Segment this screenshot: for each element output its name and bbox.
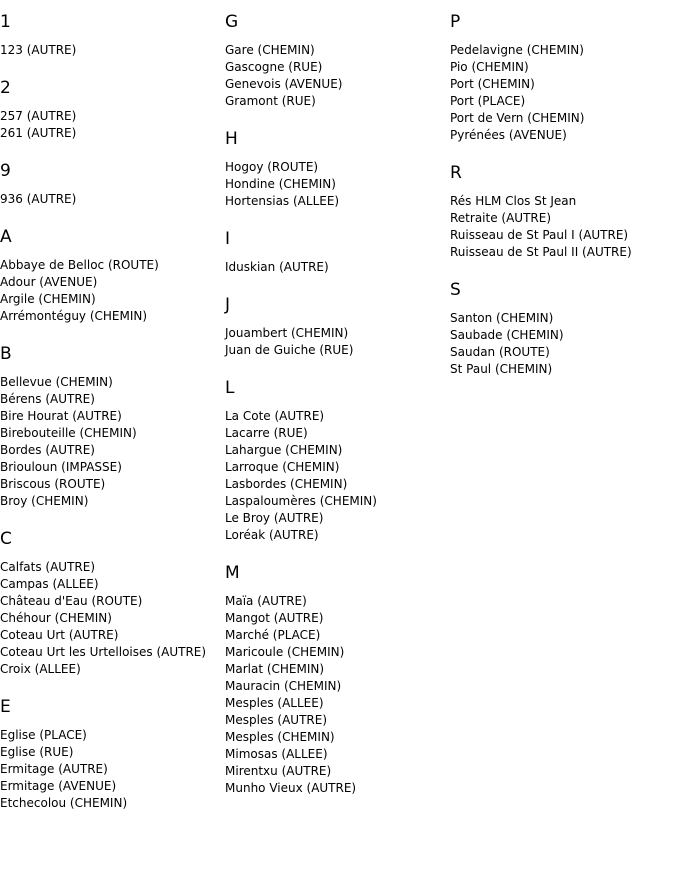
- letter-heading: M: [225, 563, 240, 583]
- letter-group: [225, 129, 447, 210]
- street-entry: Marché (PLACE): [225, 628, 321, 642]
- street-list: [0, 42, 222, 59]
- street-entry: Lacarre (RUE): [225, 426, 308, 440]
- street-entry: Ruisseau de St Paul II (AUTRE): [450, 245, 632, 259]
- street-entry: Loréak (AUTRE): [225, 528, 319, 542]
- street-entry: Hondine (CHEMIN): [225, 177, 336, 191]
- letter-group: [450, 163, 672, 261]
- street-list: [225, 593, 447, 797]
- street-entry: Calfats (AUTRE): [0, 560, 96, 574]
- street-entry: Etchecolou (CHEMIN): [0, 796, 128, 810]
- street-entry: Juan de Guiche (RUE): [225, 343, 354, 357]
- street-entry: 261 (AUTRE): [0, 126, 77, 140]
- letter-group: [0, 12, 222, 59]
- street-entry: La Cote (AUTRE): [225, 409, 325, 423]
- street-entry: Bellevue (CHEMIN): [0, 375, 113, 389]
- street-entry: Coteau Urt (AUTRE): [0, 628, 119, 642]
- letter-heading: H: [225, 129, 238, 149]
- street-entry: Ermitage (AVENUE): [0, 779, 117, 793]
- street-entry: Gramont (RUE): [225, 94, 316, 108]
- street-entry: Chéhour (CHEMIN): [0, 611, 112, 625]
- street-entry: Ruisseau de St Paul I (AUTRE): [450, 228, 629, 242]
- street-entry: Coteau Urt les Urtelloises (AUTRE): [0, 645, 207, 659]
- street-entry: Retraite (AUTRE): [450, 211, 552, 225]
- street-list: [450, 193, 672, 261]
- street-entry: Port de Vern (CHEMIN): [450, 111, 585, 125]
- street-entry: Adour (AVENUE): [0, 275, 98, 289]
- street-list: [0, 108, 222, 142]
- street-entry: Le Broy (AUTRE): [225, 511, 324, 525]
- letter-heading: E: [0, 697, 11, 717]
- street-entry: Port (CHEMIN): [450, 77, 535, 91]
- street-entry: Marlat (CHEMIN): [225, 662, 325, 676]
- street-entry: Croix (ALLEE): [0, 662, 81, 676]
- street-entry: Mesples (AUTRE): [225, 713, 327, 727]
- street-entry: Port (PLACE): [450, 94, 526, 108]
- street-entry: Jouambert (CHEMIN): [225, 326, 349, 340]
- letter-heading: A: [0, 227, 12, 247]
- street-list: [225, 325, 447, 359]
- letter-heading: I: [225, 229, 231, 249]
- street-entry: Pyrénées (AVENUE): [450, 128, 567, 142]
- street-entry: Arrémontéguy (CHEMIN): [0, 309, 148, 323]
- index-column-2: [225, 0, 447, 797]
- letter-heading: S: [450, 280, 461, 300]
- street-entry: Maïa (AUTRE): [225, 594, 307, 608]
- letter-group: [0, 78, 222, 142]
- letter-heading: R: [450, 163, 462, 183]
- street-entry: Briscous (ROUTE): [0, 477, 106, 491]
- letter-group: [225, 295, 447, 359]
- street-entry: Munho Vieux (AUTRE): [225, 781, 357, 795]
- letter-heading: 2: [0, 78, 11, 98]
- street-entry: Mimosas (ALLEE): [225, 747, 328, 761]
- letter-heading: 1: [0, 12, 11, 32]
- letter-heading: J: [225, 295, 231, 315]
- index-column-3: [450, 0, 672, 378]
- street-entry: Pedelavigne (CHEMIN): [450, 43, 584, 57]
- street-entry: Santon (CHEMIN): [450, 311, 554, 325]
- letter-group: [225, 563, 447, 797]
- letter-group: [225, 229, 447, 276]
- street-list: [0, 257, 222, 325]
- street-list: [450, 310, 672, 378]
- letter-heading: P: [450, 12, 461, 32]
- letter-group: [450, 280, 672, 378]
- street-entry: Abbaye de Belloc (ROUTE): [0, 258, 159, 272]
- street-entry: Hortensias (ALLEE): [225, 194, 340, 208]
- street-list: [0, 559, 222, 678]
- street-entry: Larroque (CHEMIN): [225, 460, 340, 474]
- street-entry: Broy (CHEMIN): [0, 494, 89, 508]
- street-entry: Bordes (AUTRE): [0, 443, 95, 457]
- street-list: [225, 408, 447, 544]
- street-entry: Gare (CHEMIN): [225, 43, 315, 57]
- street-entry: Saudan (ROUTE): [450, 345, 550, 359]
- street-list: [0, 191, 222, 208]
- street-entry: Pio (CHEMIN): [450, 60, 529, 74]
- street-entry: Eglise (PLACE): [0, 728, 87, 742]
- street-entry: Birebouteille (CHEMIN): [0, 426, 137, 440]
- street-entry: Mauracin (CHEMIN): [225, 679, 342, 693]
- street-entry: Gascogne (RUE): [225, 60, 323, 74]
- street-entry: 936 (AUTRE): [0, 192, 77, 206]
- street-entry: Ermitage (AUTRE): [0, 762, 108, 776]
- letter-group: [0, 161, 222, 208]
- letter-group: [225, 378, 447, 544]
- letter-heading: 9: [0, 161, 11, 181]
- street-list: [225, 42, 447, 110]
- letter-group: [0, 227, 222, 325]
- letter-group: [0, 344, 222, 510]
- street-entry: Bérens (AUTRE): [0, 392, 95, 406]
- street-entry: 257 (AUTRE): [0, 109, 77, 123]
- street-entry: Briouloun (IMPASSE): [0, 460, 122, 474]
- street-entry: Lahargue (CHEMIN): [225, 443, 343, 457]
- index-column-1: [0, 0, 222, 812]
- street-entry: St Paul (CHEMIN): [450, 362, 553, 376]
- letter-heading: L: [225, 378, 235, 398]
- letter-group: [450, 12, 672, 144]
- letter-heading: G: [225, 12, 239, 32]
- street-entry: 123 (AUTRE): [0, 43, 77, 57]
- letter-group: [0, 529, 222, 678]
- street-list: [450, 42, 672, 144]
- street-entry: Hogoy (ROUTE): [225, 160, 319, 174]
- letter-group: [0, 697, 222, 812]
- letter-heading: B: [0, 344, 12, 364]
- street-entry: Laspaloumères (CHEMIN): [225, 494, 377, 508]
- street-list: [0, 727, 222, 812]
- street-entry: Genevois (AVENUE): [225, 77, 343, 91]
- street-entry: Mirentxu (AUTRE): [225, 764, 332, 778]
- street-entry: Lasbordes (CHEMIN): [225, 477, 348, 491]
- street-entry: Bire Hourat (AUTRE): [0, 409, 122, 423]
- street-entry: Iduskian (AUTRE): [225, 260, 329, 274]
- street-entry: Mangot (AUTRE): [225, 611, 324, 625]
- street-entry: Maricoule (CHEMIN): [225, 645, 345, 659]
- letter-heading: C: [0, 529, 12, 549]
- street-entry: Argile (CHEMIN): [0, 292, 96, 306]
- street-entry: Saubade (CHEMIN): [450, 328, 564, 342]
- street-list: [225, 259, 447, 276]
- street-entry: Eglise (RUE): [0, 745, 74, 759]
- letter-group: [225, 12, 447, 110]
- street-entry: Rés HLM Clos St Jean: [450, 194, 577, 208]
- street-entry: Mesples (ALLEE): [225, 696, 324, 710]
- street-entry: Campas (ALLEE): [0, 577, 99, 591]
- street-entry: Mesples (CHEMIN): [225, 730, 335, 744]
- street-list: [0, 374, 222, 510]
- street-list: [225, 159, 447, 210]
- street-entry: Château d'Eau (ROUTE): [0, 594, 143, 608]
